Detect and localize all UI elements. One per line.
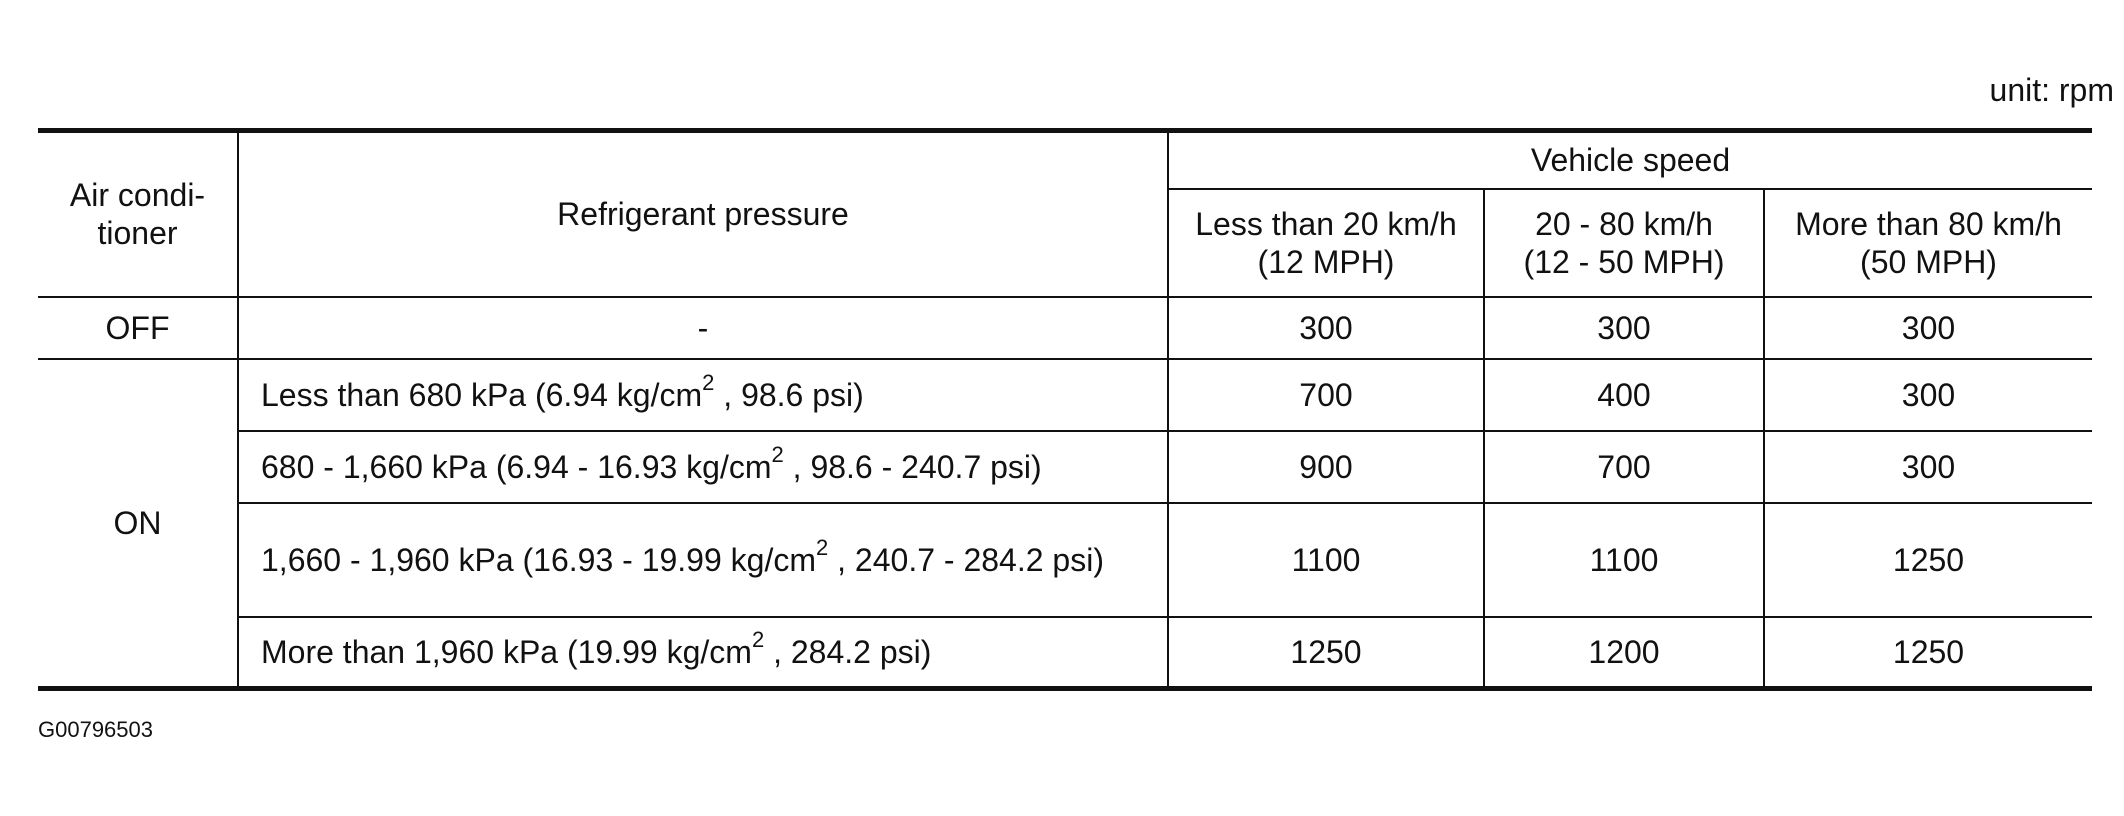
table-row (38, 431, 2092, 503)
rpm-cell (1484, 359, 1764, 431)
pressure-text-tail: , 240.7 - 284.2 psi) (828, 541, 1104, 578)
rpm-value: 300 (1901, 376, 1956, 413)
rpm-cell (1168, 359, 1484, 431)
header-air-conditioner-label: Air condi- tioner (69, 177, 206, 252)
pressure-superscript: 2 (751, 627, 765, 653)
speed-mid-line1: 20 - 80 km/h (1535, 205, 1713, 242)
pressure-text: - (697, 309, 709, 346)
rpm-value: 300 (1901, 448, 1956, 485)
rpm-value: 1100 (1589, 541, 1659, 578)
rpm-cell (1764, 359, 2092, 431)
pressure-text: More than 1,960 kPa (19.99 kg/cm (261, 633, 752, 670)
rpm-value: 900 (1299, 448, 1353, 485)
pressure-cell (238, 359, 1168, 431)
rpm-value: 1100 (1291, 541, 1361, 578)
rpm-value: 300 (1597, 309, 1651, 346)
pressure-superscript: 2 (771, 441, 784, 467)
pressure-cell (238, 617, 1168, 689)
rpm-value: 700 (1597, 448, 1651, 485)
speed-mid-line2: (12 - 50 MPH) (1523, 243, 1725, 280)
table-row (38, 617, 2092, 689)
rpm-value: 1250 (1892, 633, 1965, 670)
rpm-value: 1250 (1290, 633, 1362, 670)
header-refrigerant-pressure (238, 131, 1168, 297)
pressure-text-tail: , 284.2 psi) (764, 633, 932, 670)
header-row-1 (38, 131, 2092, 189)
rpm-cell (1168, 431, 1484, 503)
rpm-value: 400 (1597, 376, 1651, 413)
ac-state: OFF (105, 309, 170, 346)
speed-high-line1: More than 80 km/h (1795, 205, 2062, 242)
rpm-cell (1484, 431, 1764, 503)
figure-id: G00796503 (38, 717, 153, 742)
pressure-text: 1,660 - 1,960 kPa (16.93 - 19.99 kg/cm (261, 541, 816, 578)
header-speed-high (1764, 189, 2092, 297)
pressure-cell (238, 503, 1168, 617)
pressure-superscript: 2 (702, 369, 715, 395)
ac-state-cell (38, 297, 238, 359)
rpm-cell (1764, 431, 2092, 503)
table-row (38, 359, 2092, 431)
rpm-value: 300 (1299, 309, 1353, 346)
rpm-value: 1250 (1892, 541, 1965, 578)
table-row (38, 297, 2092, 359)
unit-note: unit: rpm (1989, 72, 2114, 108)
rpm-cell (1484, 503, 1764, 617)
header-speed-low (1168, 189, 1484, 297)
header-vehicle-speed (1168, 131, 2092, 189)
pressure-cell (238, 297, 1168, 359)
rpm-cell (1764, 617, 2092, 689)
speed-low-line2: (12 MPH) (1257, 243, 1395, 280)
rpm-cell (1168, 503, 1484, 617)
rpm-value: 700 (1299, 376, 1353, 413)
speed-high-line2: (50 MPH) (1860, 243, 1997, 280)
header-speed-mid (1484, 189, 1764, 297)
speed-low-line1: Less than 20 km/h (1195, 205, 1457, 242)
ac-state-cell (38, 359, 238, 689)
ac-state: ON (113, 504, 162, 541)
table-row (38, 503, 2092, 617)
pressure-text: Less than 680 kPa (6.94 kg/cm (261, 376, 703, 413)
rpm-cell (1484, 297, 1764, 359)
rpm-cell (1764, 297, 2092, 359)
header-air-conditioner (38, 131, 238, 297)
header-refrigerant-pressure-label: Refrigerant pressure (557, 196, 849, 233)
pressure-text: 680 - 1,660 kPa (6.94 - 16.93 kg/cm (261, 448, 772, 485)
rpm-value: 300 (1901, 309, 1956, 346)
idle-speed-table (38, 128, 2092, 691)
pressure-cell (238, 431, 1168, 503)
pressure-text-tail: , 98.6 psi) (714, 376, 864, 413)
rpm-value: 1200 (1588, 633, 1660, 670)
rpm-cell (1168, 617, 1484, 689)
rpm-cell (1764, 503, 2092, 617)
rpm-cell (1484, 617, 1764, 689)
header-vehicle-speed-label: Vehicle speed (1530, 142, 1731, 179)
pressure-text-tail: , 98.6 - 240.7 psi) (783, 448, 1042, 485)
rpm-cell (1168, 297, 1484, 359)
pressure-superscript: 2 (816, 534, 829, 560)
